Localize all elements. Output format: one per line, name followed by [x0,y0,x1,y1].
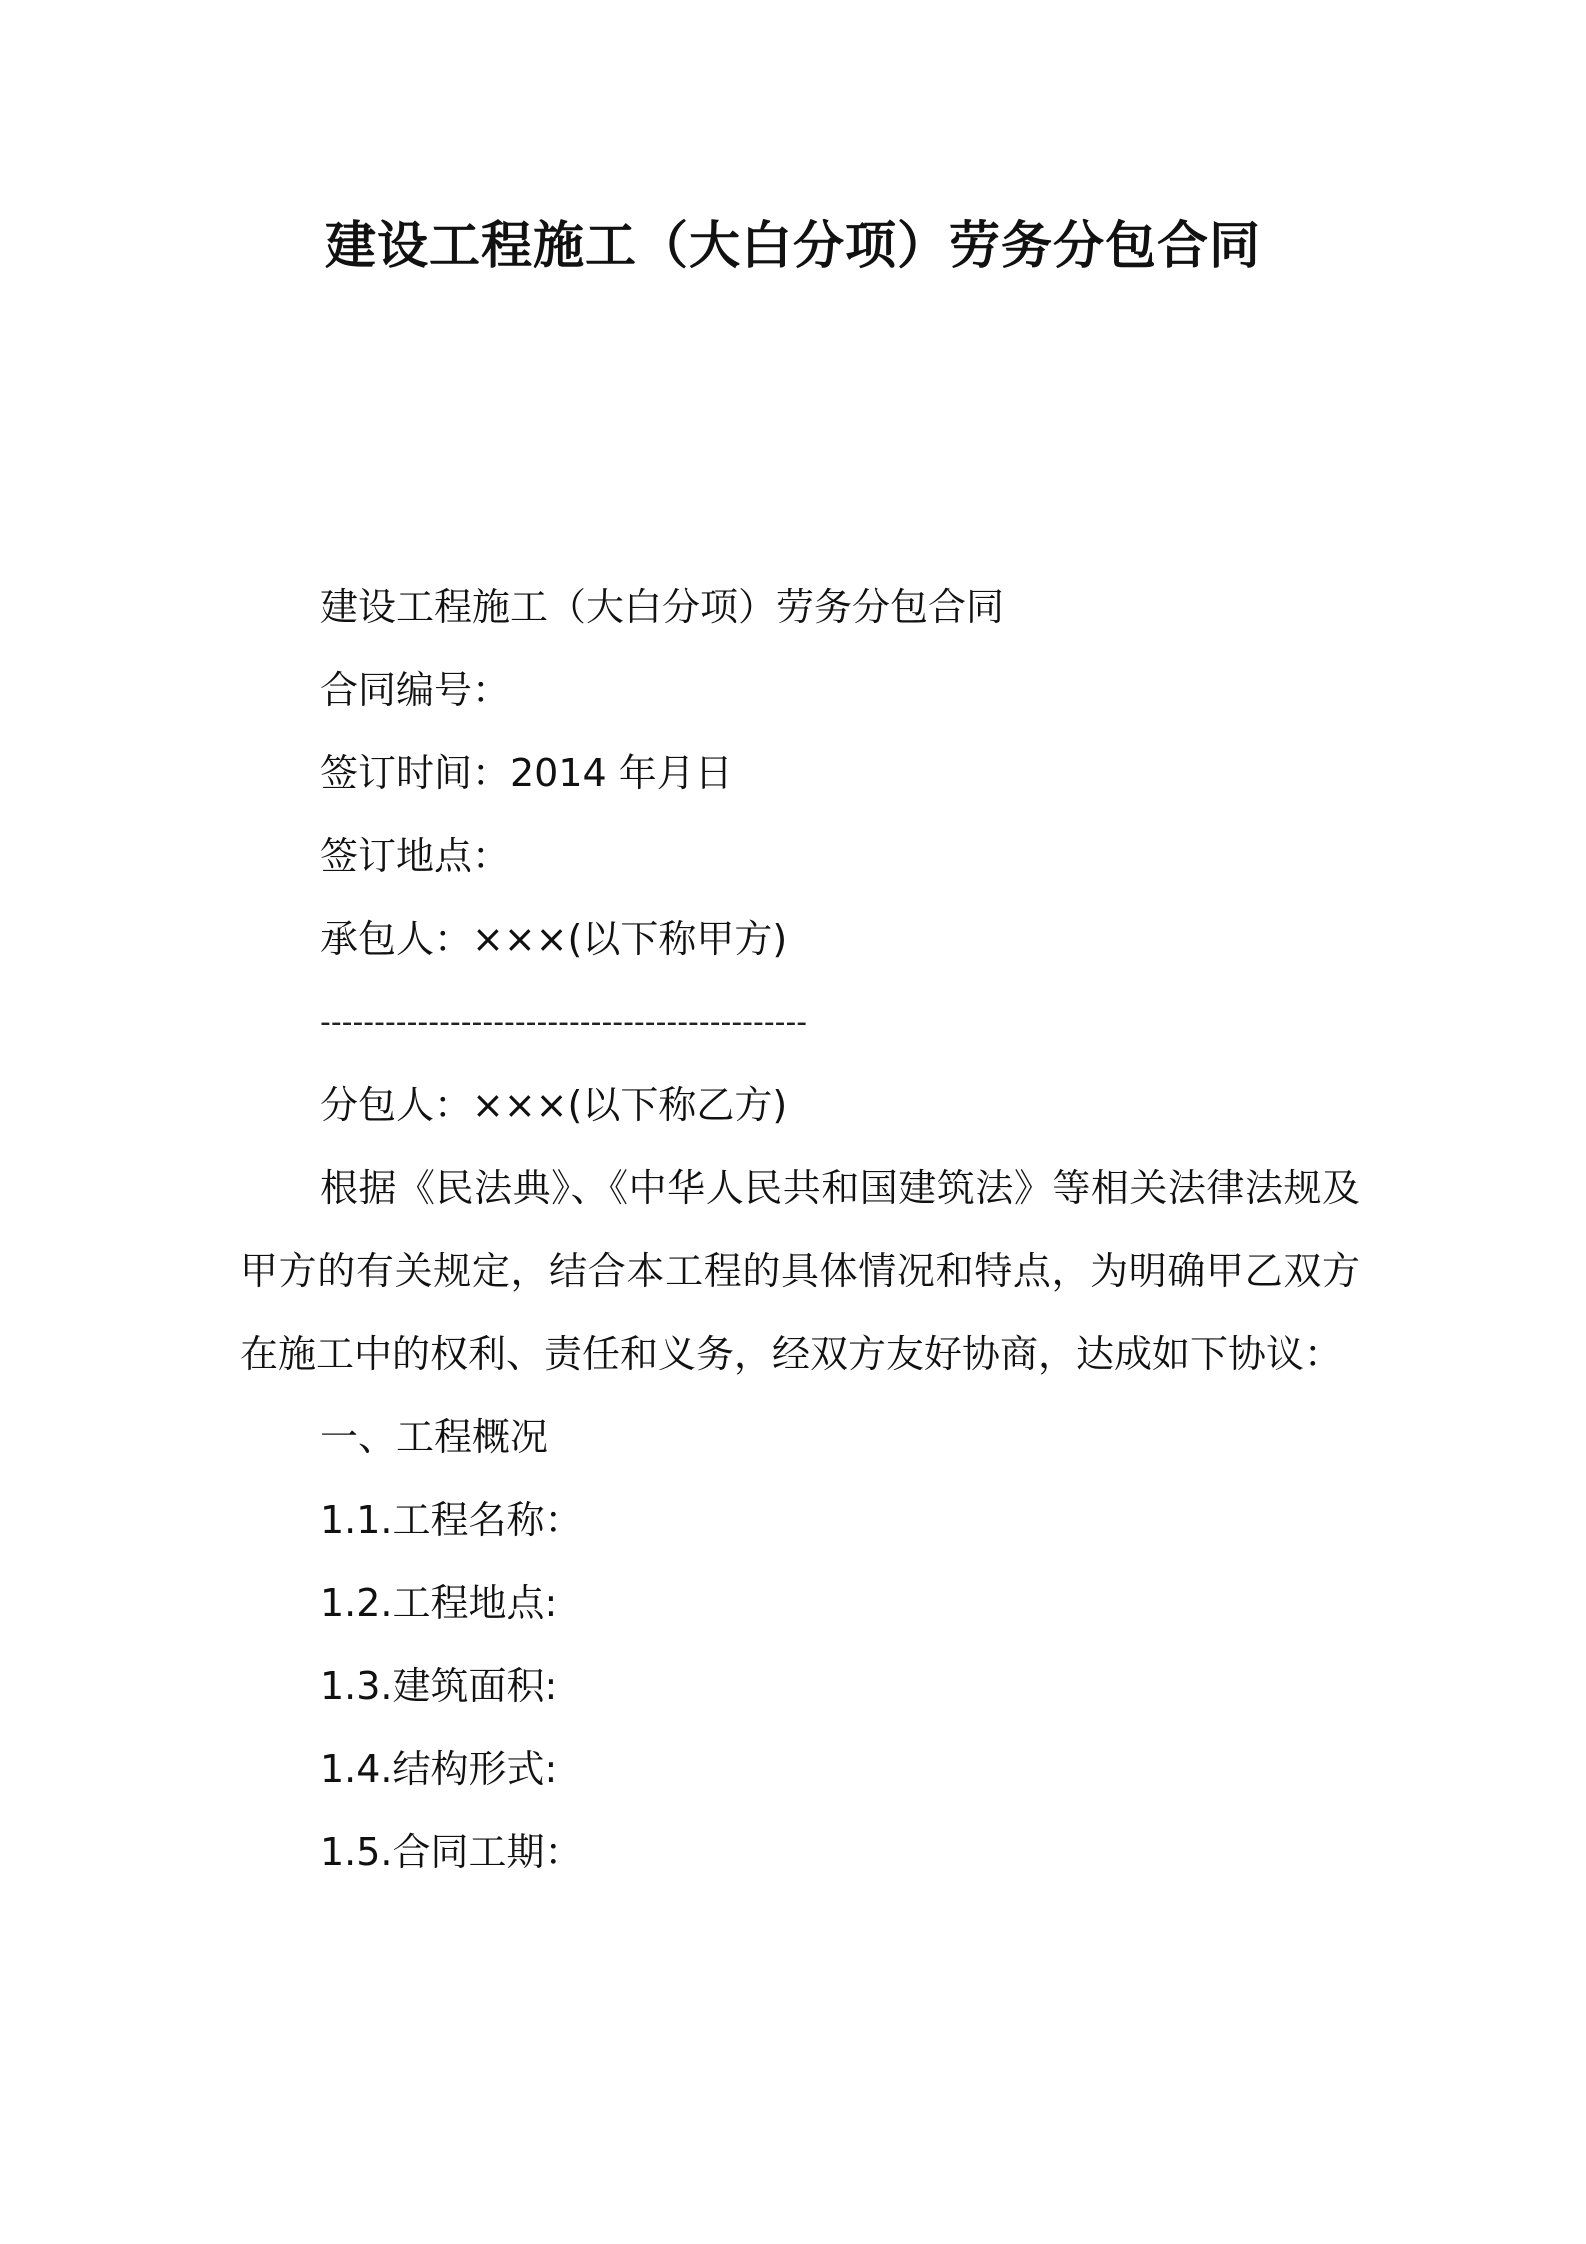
subcontractor-line: 分包人：×××(以下称乙方) [320,1083,788,1127]
signing-date-line: 签订时间：2014 年月日 [320,751,733,795]
item-structure-type: 1.4.结构形式: [320,1747,558,1791]
item-project-location: 1.2.工程地点: [320,1581,558,1625]
item-project-name: 1.1.工程名称： [320,1498,583,1542]
contract-name-line: 建设工程施工（大白分项）劳务分包合同 [320,585,1005,629]
document-title: 建设工程施工（大白分项）劳务分包合同 [324,217,1261,276]
dashed-separator: --------------------------------------------- [320,1005,808,1040]
item-building-area: 1.3.建筑面积: [320,1664,558,1708]
preamble-paragraph: 根据《民法典》、《中华人民共和国建筑法》等相关法律法规及甲方的有关规定，结合本工程的具体情况和特点，为明确甲乙双方在施工中的权利、责任和义务，经双方友好协商，达成如下协议： [240,1166,1360,1376]
section-heading: 一、工程概况 [320,1415,549,1459]
item-contract-period: 1.5.合同工期： [320,1830,583,1874]
document-body [240,566,1360,1894]
contractor-line: 承包人：×××(以下称甲方) [320,917,788,961]
contract-number-line: 合同编号： [320,668,511,712]
signing-place-line: 签订地点： [320,834,511,878]
